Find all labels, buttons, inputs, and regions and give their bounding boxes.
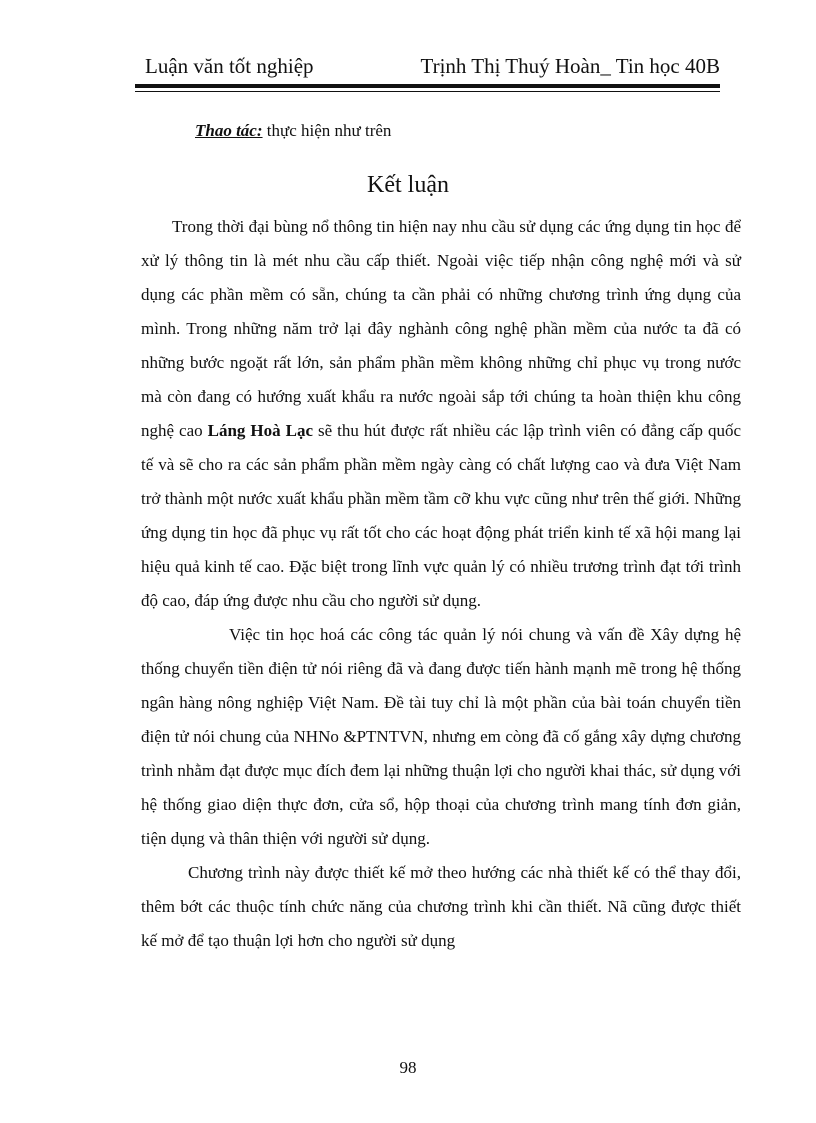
header-rule-thin — [135, 91, 720, 92]
paragraph-3: Chương trình này được thiết kế mở theo hướng các nhà thiết kế có thể thay đổi, thêm bớt các thuộc tính chức năng của chương trình khi cần thiết. Nã cũng được thiết kế mở để tạo thuận lợi hơn cho người sử dụng — [141, 863, 741, 950]
paragraph-1 — [141, 210, 741, 618]
paragraph-2: Việc tin học hoá các công tác quản lý nói chung và vấn đề Xây dựng hệ thống chuyển tiền điện tử nói riêng đã và đang được tiến hành mạnh mẽ trong hệ thống ngân hàng nông nghiệp Việt Nam. Đề tài tuy chỉ là một phần của bài toán chuyển tiền điện tử nói chung của NHNo &PTNTVN, nhưng em còng đã cố gắng xây dựng chương trình nhằm đạt được mục đích đem lại những thuận lợi cho người khai thác, sử dụng với hệ thống giao diện thực đơn, cửa sổ, hộp thoại của chương trình mang tính đơn giản, tiện dụng và thân thiện với người sử dụng. — [141, 625, 741, 848]
header-document-type: Luận văn tốt nghiệp — [145, 54, 314, 78]
paragraph-1-bold-term: Láng Hoà Lạc — [207, 421, 314, 440]
section-heading: Kết luận — [367, 172, 449, 198]
page-number: 98 — [399, 1058, 417, 1077]
page-header — [135, 50, 720, 82]
instruction-label: Thao tác: — [195, 121, 263, 140]
instruction-line — [195, 119, 391, 143]
header-author: Trịnh Thị Thuý Hoàn_ Tin học 40B — [420, 54, 720, 78]
paragraph-1-text-b: sẽ thu hút được rất nhiều các lập trình viên có đẳng cấp quốc tế và sẽ cho ra các sản phẩm phần mềm ngày càng có chất lượng cao và đưa Việt Nam trở thành một nước xuất khẩu phần mềm tầm cỡ khu vực cũng như trên thế giới. Những ứng dụng tin học đã phục vụ rất tốt cho các hoạt động phát triển kinh tế xã hội mang lại hiệu quả kinh tế cao. Đặc biệt trong lĩnh vực quản lý có nhiều trương trình đạt tới trình độ cao, đáp ứng được nhu cầu cho người sử dụng. — [141, 421, 741, 610]
conclusion-body — [141, 210, 741, 958]
instruction-text: thực hiện như trên — [262, 121, 392, 140]
paragraph-1-text-a: Trong thời đại bùng nổ thông tin hiện nay nhu cầu sử dụng các ứng dụng tin học để xử lý thông tin là mét nhu cầu cấp thiết. Ngoài việc tiếp nhận công nghệ mới và sử dụng các phần mềm có sẵn, chúng ta cần phải có những chương trình ứng dụng của mình. Trong những năm trở lại đây nghành công nghệ phần mềm của nước ta đã có những bước ngoặt rất lớn, sản phẩm phần mềm không những chỉ phục vụ trong nước mà còn đang có hướng xuất khẩu ra nước ngoài sắp tới chúng ta hoàn thiện khu công nghệ cao — [141, 217, 741, 440]
header-rule-thick — [135, 84, 720, 88]
